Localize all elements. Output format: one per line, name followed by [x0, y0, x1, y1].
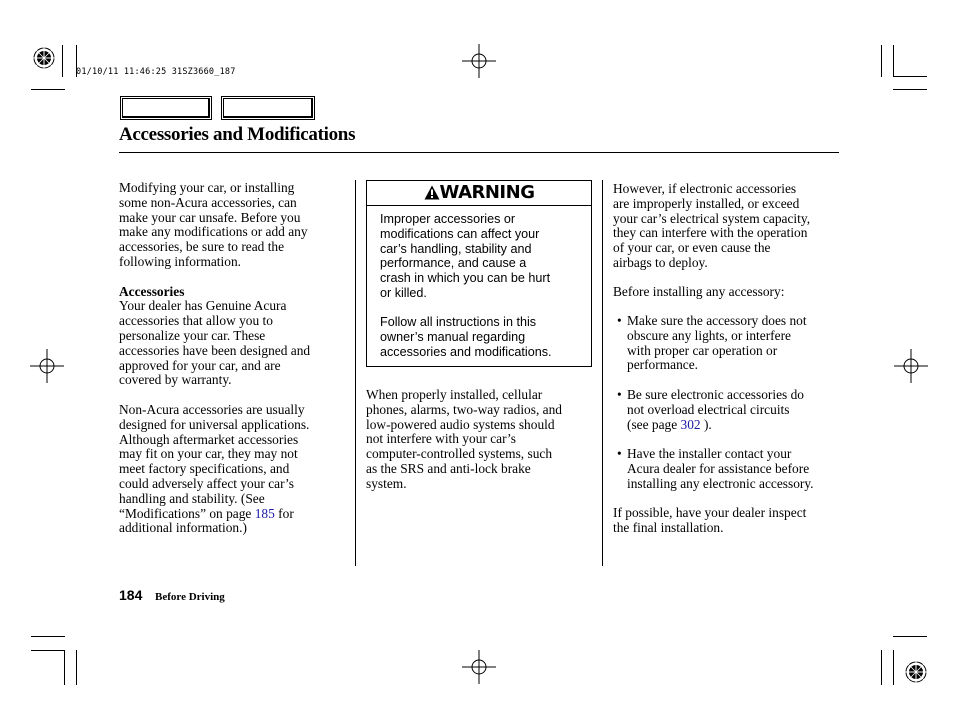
registration-target-icon — [30, 44, 58, 72]
page-number: 184 — [119, 587, 143, 603]
column-divider — [602, 180, 603, 566]
bullet-dot: • — [617, 313, 622, 328]
accessories-heading: Accessories — [119, 283, 185, 299]
bullet-dot: • — [617, 446, 622, 461]
bullet-item: • Have the installer contact your Acura dealer for assistance before installing any electronic accessory. — [617, 446, 814, 491]
crosshair-icon — [30, 349, 64, 383]
print-stamp: 01/10/11 11:46:25 31SZ3660_187 — [76, 67, 236, 77]
bullet-item: • Make sure the accessory does not obscure any lights, or interfere with proper car operation or performance. — [617, 313, 807, 373]
title-rule — [119, 152, 839, 153]
accessories-paragraph: Your dealer has Genuine Acura accessories that allow you to personalize your car. These accessories have been designed and approved for your car, and are covered by warranty. — [119, 298, 311, 388]
warning-heading: WARNING — [367, 181, 591, 206]
header-tab-blank — [120, 96, 212, 120]
page-302-link[interactable]: 302 — [680, 416, 701, 432]
right-para-2: Before installing any accessory: — [613, 284, 785, 299]
crosshair-icon — [894, 349, 928, 383]
page-title: Accessories and Modifications — [119, 124, 356, 145]
nonacura-paragraph: Non-Acura accessories are usually designed for universal applications. Although aftermarket accessories may fit on your car, they may not meet factory specifications, and could adversely affect your car’s handling and stability. (See “Modifications” on page 185 for additional information.) — [119, 401, 310, 536]
middle-column-paragraph: When properly installed, cellular phones, alarms, two-way radios, and low-powered audio systems should not interfere with your car’s computer-controlled systems, such as the SRS and anti-lock brake system. — [366, 387, 562, 491]
bullet-item: • Be sure electronic accessories do not overload electrical circuits (see page 302 ). — [617, 387, 804, 432]
crosshair-icon — [462, 44, 496, 78]
page-185-link[interactable]: 185 — [254, 505, 275, 521]
warning-text: Improper accessories or modifications can affect your car’s handling, stability and performance, and cause a crash in which you can be hurt or killed. Follow all instructions in this owner’s manual regarding accessories and modifications. — [380, 212, 552, 359]
intro-paragraph: Modifying your car, or installing some non-Acura accessories, can make your car unsafe. Before you make any modifications or add any accessories, be sure to read the following information. — [119, 180, 308, 269]
right-para-3: If possible, have your dealer inspect the final installation. — [613, 505, 807, 535]
left-column — [119, 181, 310, 536]
registration-target-icon — [902, 658, 930, 686]
warning-box — [366, 180, 592, 367]
section-name: Before Driving — [155, 591, 225, 603]
right-para-1: However, if electronic accessories are improperly installed, or exceed your car’s electrical system capacity, they can interfere with the operation of your car, or even cause the airbags to deploy. — [613, 181, 811, 270]
crosshair-icon — [462, 650, 496, 684]
bullet-dot: • — [617, 387, 622, 402]
warning-triangle-icon — [424, 185, 440, 200]
column-divider — [355, 180, 356, 566]
header-tab-blank — [221, 96, 315, 120]
